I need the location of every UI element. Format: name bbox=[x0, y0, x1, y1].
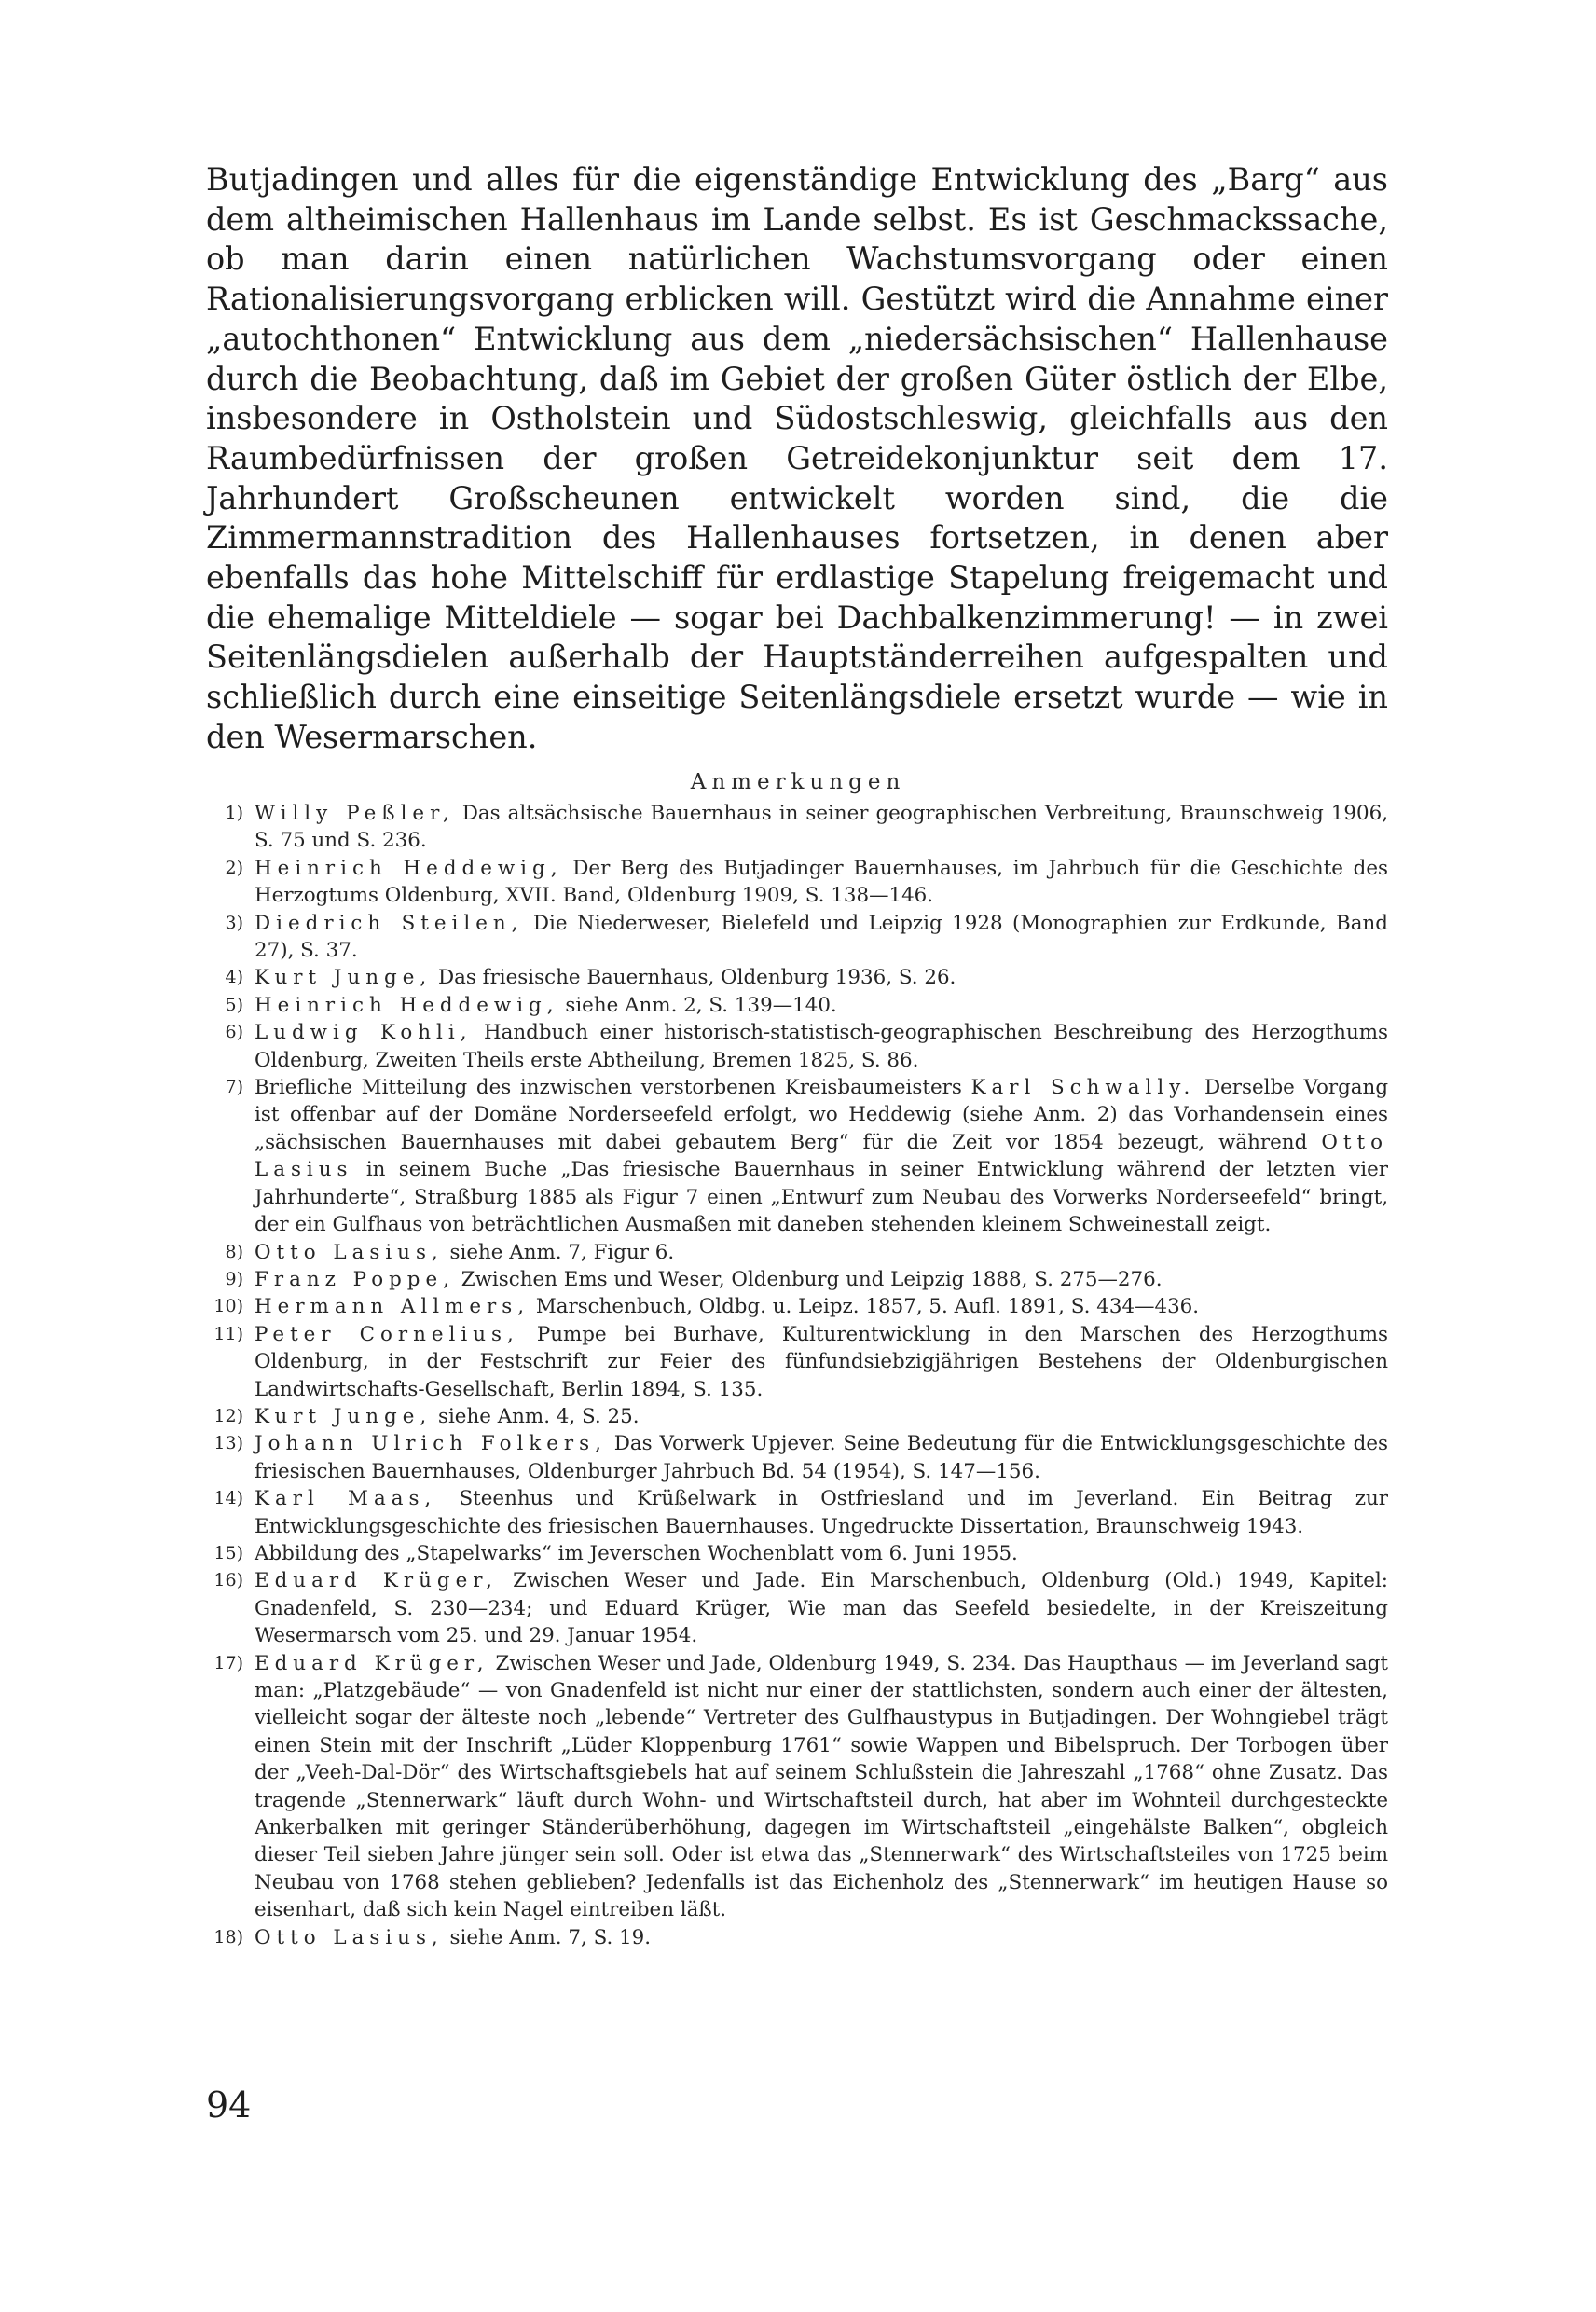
footnote-text: siehe Anm. 2, S. 139—140. bbox=[558, 993, 837, 1017]
footnote-text: Zwischen Ems und Weser, Oldenburg und Leipzig 1888, S. 275—276. bbox=[454, 1267, 1163, 1291]
footnote-number: 4) bbox=[225, 967, 243, 988]
footnote-text: siehe Anm. 7, S. 19. bbox=[443, 1925, 652, 1949]
footnote-number: 3) bbox=[225, 912, 243, 933]
body-text bbox=[206, 160, 1388, 758]
footnote bbox=[206, 800, 1388, 855]
footnote-number: 8) bbox=[225, 1241, 243, 1262]
footnote bbox=[206, 964, 1388, 991]
footnote-number: 15) bbox=[213, 1542, 243, 1563]
footnote-number: 7) bbox=[225, 1077, 243, 1098]
footnote-number: 13) bbox=[213, 1433, 243, 1454]
footnote-author: Otto Lasius bbox=[255, 1130, 1388, 1182]
footnote-text: Steenhus und Krüßelwark in Ostfriesland und im Jeverland. Ein Beitrag zur Entwicklungsgeschichte des friesischen Bauernhauses. Ungedruckte Dissertation, Braunschweig 1943. bbox=[255, 1487, 1388, 1538]
footnote-text: Briefliche Mitteilung des inzwischen verstorbenen Kreisbaumeisters bbox=[255, 1076, 971, 1100]
footnote-text: Handbuch einer historisch-statistisch-geographischen Beschreibung des Herzogthums Oldenburg, Zweiten Theils erste Abtheilung, Bremen 1825, S. 86. bbox=[255, 1021, 1388, 1072]
footnote bbox=[206, 1567, 1388, 1649]
footnote-number: 6) bbox=[225, 1022, 243, 1043]
footnote-text: Das friesische Bauernhaus, Oldenburg 1936, S. 26. bbox=[432, 966, 956, 990]
footnote-author: Diedrich Steilen, bbox=[255, 911, 524, 935]
page-number: 94 bbox=[206, 2085, 252, 2126]
footnote-number: 1) bbox=[225, 803, 243, 823]
footnote-number: 14) bbox=[213, 1488, 243, 1509]
footnote bbox=[206, 1540, 1388, 1567]
footnote-author: Kurt Junge, bbox=[255, 966, 433, 990]
footnote-text: Derselbe Vorgang ist offenbar auf der Domäne Norderseefeld erfolgt, wo Heddewig (siehe Anm. 2) das Vorhandensein eines „sächsischen Bauernhauses mit dabei gebautem Berg“ für die Zeit vor 1854 bezeugt, während bbox=[255, 1076, 1389, 1154]
footnote-author: Johann Ulrich Folkers, bbox=[255, 1432, 607, 1456]
footnote-author: Heinrich Heddewig, bbox=[255, 856, 563, 880]
footnotes-list bbox=[206, 800, 1388, 1951]
footnote bbox=[206, 910, 1388, 965]
footnote-text: Abbildung des „Stapelwarks“ im Jeverschen Wochenblatt vom 6. Juni 1955. bbox=[255, 1541, 1018, 1565]
footnote-text: Pumpe bei Burhave, Kulturentwicklung in den Marschen des Herzogthums Oldenburg, in der Festschrift zur Feier des fünfundsiebzigjährigen Bestehens der Oldenburgischen Landwirtschafts-Gesellschaft, Berlin 1894, S. 135. bbox=[255, 1322, 1388, 1401]
footnote bbox=[206, 1403, 1388, 1430]
footnote-text: in seinem Buche „Das friesische Bauernhaus in seiner Entwicklung während der letzten vier Jahrhunderte“, Straßburg 1885 als Figur 7 einen „Entwurf zum Neubau des Vorwerks Norderseefeld“ bringt, der ein Gulfhaus von beträchtlichen Ausmaßen mit daneben stehenden kleinem Schweinestall zeigt. bbox=[255, 1158, 1388, 1237]
footnote-author: Willy Peßler, bbox=[255, 802, 455, 825]
footnote bbox=[206, 1924, 1388, 1951]
footnote-author: Franz Poppe, bbox=[255, 1267, 455, 1291]
footnote-text: Zwischen Weser und Jade. Ein Marschenbuch, Oldenburg (Old.) 1949, Kapitel: Gnadenfeld, S. 230—234; und Eduard Krüger, Wie man das Seefeld besiedelte, in der Kreiszeitung Wesermarsch vom 25. und 29. Januar 1954. bbox=[255, 1569, 1389, 1648]
footnote bbox=[206, 1019, 1388, 1074]
footnote-author: Eduard Krüger, bbox=[255, 1651, 489, 1675]
footnote-text: siehe Anm. 7, Figur 6. bbox=[443, 1240, 675, 1264]
footnote-text: Das Vorwerk Upjever. Seine Bedeutung für die Entwicklungsgeschichte des friesischen Bauernhauses, Oldenburger Jahrbuch Bd. 54 (1954), S. 147—156. bbox=[255, 1432, 1388, 1483]
footnote-number: 17) bbox=[213, 1652, 243, 1673]
footnote-author: Eduard Krüger, bbox=[255, 1569, 498, 1593]
footnote-text: Marschenbuch, Oldbg. u. Leipz. 1857, 5. Aufl. 1891, S. 434—436. bbox=[530, 1295, 1200, 1319]
footnote bbox=[206, 1321, 1388, 1403]
footnote-number: 2) bbox=[225, 857, 243, 878]
footnote bbox=[206, 1430, 1388, 1485]
footnote bbox=[206, 1074, 1388, 1238]
footnote-author: Otto Lasius, bbox=[255, 1925, 444, 1949]
footnote-author: Hermann Allmers, bbox=[255, 1295, 530, 1319]
footnote-number: 18) bbox=[213, 1926, 243, 1947]
footnote-author: Heinrich Heddewig, bbox=[255, 993, 559, 1017]
footnote-number: 10) bbox=[213, 1296, 243, 1317]
footnote-author: Karl Schwally. bbox=[970, 1076, 1196, 1100]
footnote-number: 5) bbox=[225, 994, 243, 1015]
footnote bbox=[206, 855, 1388, 910]
footnote-number: 16) bbox=[213, 1570, 243, 1591]
footnote-number: 12) bbox=[213, 1405, 243, 1426]
footnote bbox=[206, 1650, 1388, 1924]
footnote-text: Die Niederweser, Bielefeld und Leipzig 1928 (Monographien zur Erdkunde, Band 27), S. 37. bbox=[255, 911, 1389, 963]
footnote-number: 9) bbox=[225, 1268, 243, 1289]
footnote-text: Das altsächsische Bauernhaus in seiner geographischen Verbreitung, Braunschweig 1906, S. 75 und S. 236. bbox=[255, 802, 1388, 853]
footnote bbox=[206, 1239, 1388, 1266]
footnote-number: 11) bbox=[213, 1323, 243, 1344]
footnote-author: Karl Maas, bbox=[255, 1487, 437, 1511]
notes-heading: Anmerkungen bbox=[690, 770, 906, 794]
footnote bbox=[206, 1266, 1388, 1293]
footnote bbox=[206, 992, 1388, 1019]
footnote-author: Ludwig Kohli, bbox=[255, 1021, 473, 1045]
footnote-author: Otto Lasius, bbox=[255, 1240, 444, 1264]
footnote bbox=[206, 1485, 1388, 1540]
footnote bbox=[206, 1293, 1388, 1320]
footnote-text: Zwischen Weser und Jade, Oldenburg 1949, S. 234. Das Haupthaus — im Jeverland sagt man: „Platzgebäude“ — von Gnadenfeld ist nicht nur einer der stattlichsten, sondern auch einer der ältesten, vielleicht sogar der älteste noch „lebende“ Vertreter des Gulfhaustypus in Butjadingen. Der Wohngiebel trägt einen Stein mit der Inschrift „Lüder Kloppenburg 1761“ sowie Wappen und Bibelspruch. Der Torbogen über der „Veeh-Dal-Dör“ des Wirtschaftsgiebels hat auf seinem Schlußstein die Jahreszahl „1768“ ohne Zusatz. Das tragende „Stennerwark“ läuft durch Wohn- und Wirtschaftsteil durch, hat aber im Wohnteil durchgesteckte Ankerbalken mit geringer Ständerüberhöhung, dagegen im Wirtschaftsteil „eingehälste Balken“, obgleich dieser Teil sieben Jahre jünger sein soll. Oder ist etwa das „Stennerwark“ des Wirtschaftsteiles von 1725 beim Neubau von 1768 stehen geblieben? Jedenfalls ist das Eichenholz des „Stennerwark“ im heutigen Hause so eisenhart, daß sich kein Nagel eintreiben läßt. bbox=[255, 1651, 1388, 1922]
footnote-author: Kurt Junge, bbox=[255, 1404, 433, 1428]
footnote-author: Peter Cornelius, bbox=[255, 1322, 519, 1346]
footnote-text: siehe Anm. 4, S. 25. bbox=[432, 1404, 640, 1428]
body-paragraph: Butjadingen und alles für die eigenständige Entwicklung des „Barg“ aus dem altheimischen Hallenhaus im Lande selbst. Es ist Geschmackssache, ob man darin einen natürlichen Wachstumsvorgang oder einen Rationalisierungsvorgang erblicken will. Gestützt wird die Annahme einer „autochthonen“ Entwicklung aus dem „niedersächsischen“ Hallenhause durch die Beobachtung, daß im Gebiet der großen Güter östlich der Elbe, insbesondere in Ostholstein und Südostschleswig, gleichfalls aus den Raumbedürfnissen der großen Getreidekonjunktur seit dem 17. Jahrhundert Großscheunen entwickelt worden sind, die die Zimmermannstradition des Hallenhauses fortsetzen, in denen aber ebenfalls das hohe Mittelschiff für erdlastige Stapelung freigemacht und die ehemalige Mitteldiele — sogar bei Dachbalkenzimmerung! — in zwei Seitenlängsdielen außerhalb der Hauptständerreihen aufgespalten und schließlich durch eine einseitige Seitenlängsdiele ersetzt wurde — wie in den Wesermarschen. bbox=[206, 161, 1388, 755]
footnote-text: Der Berg des Butjadinger Bauernhauses, im Jahrbuch für die Geschichte des Herzogtums Oldenburg, XVII. Band, Oldenburg 1909, S. 138—146. bbox=[255, 856, 1388, 908]
